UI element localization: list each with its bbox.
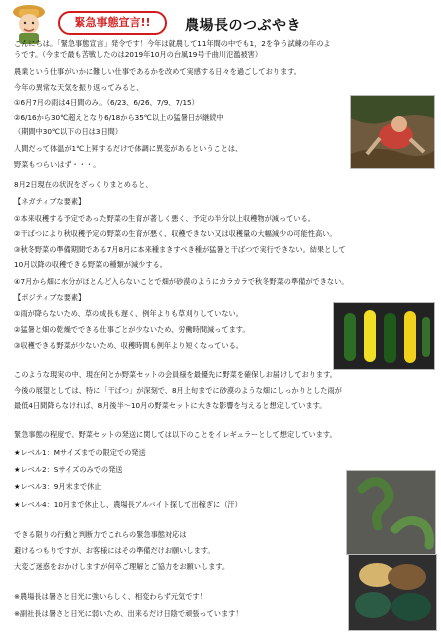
text-line: 避けるつもりですが、お客様にはその準備だけお願いします。 <box>14 546 215 555</box>
text-line: 8月2日現在の状況をざっくりまとめると、 <box>14 180 153 189</box>
section-heading-positive: 【ポジティブな要素】 <box>14 293 86 302</box>
text-line: 大変ご迷惑をおかけしますが何卒ご理解とご協力をお願いします。 <box>14 562 230 571</box>
text-line: （期間中30℃以下の日は3日間） <box>14 127 123 136</box>
zucchini-photo <box>333 302 435 370</box>
text-line: 緊急事態の程度で、野菜セットの発送に関しては以下のことをイレギュラーとして想定しています。 <box>14 430 337 439</box>
text-line: ①本来収穫する予定であった野菜の生育が著しく悪く、予定の半分以上収穫物が減っている。 <box>14 214 315 223</box>
text-line: 人間だって体温が1℃上昇するだけで体調に異変があるということは、 <box>14 144 243 153</box>
text-line: ④7月から畑に水分がほとんど入らないことで畑が砂漠のようにカラカラで秋冬野菜の準備ができない。 <box>14 277 349 286</box>
text-line: ②猛暑と畑の乾燥でできる仕事ごとが少ないため、労働時間減ってます。 <box>14 325 250 334</box>
level-item: ★レベル3：9月末まで休止 <box>14 482 102 491</box>
emergency-badge: 緊急事態宣言!! <box>58 11 167 35</box>
text-line: ①6月7月の雨は4日間のみ。（6/23、6/26、7/9、7/15） <box>14 98 199 107</box>
text-line: ②干ばつにより秋収穫予定の野菜の生育が悪く、収穫できない又は収穫量の大幅減少の可能性高い。 <box>14 229 337 238</box>
curved-cucumber-photo <box>346 470 436 555</box>
level-item: ★レベル2：Sサイズのみでの発送 <box>14 465 123 474</box>
text-line: 農業という仕事がいかに難しい仕事であるかを改めて実感する日々を過ごしております。 <box>14 67 301 76</box>
page-title: 農場長のつぶやき <box>185 18 301 34</box>
text-line: ①雨が降らないため、草の成長も遅く、例年よりも草刈りしていない。 <box>14 309 243 318</box>
text-line: ③収穫できる野菜が少ないため、収穫時間も例年より短くなっている。 <box>14 341 243 350</box>
text-line: こんにちは。「緊急事態宣言」発令です！今年は就農して11年間の中でも1，2を争う試練の年のよ <box>14 39 331 48</box>
text-line: ※農場長は暑さと日光に強いらしく、相変わらず元気です！ <box>14 592 207 601</box>
text-line: 今後の展望としては、特に「干ばつ」が深刻で、8月上旬までに砂漠のような畑にしっかりとした雨が <box>14 386 342 395</box>
text-line: 最低4日間降らなければ、8月後半～10月の野菜セットに大きな影響を与えると想定しています。 <box>14 401 327 410</box>
text-line: うです。（今まで最も苦戦したのは2019年10月の台風19号千曲川氾濫被害） <box>14 50 263 59</box>
section-heading-negative: 【ネガティブな要素】 <box>14 197 86 206</box>
text-line: このような現実の中、現在何とか野菜セットの会員様を最優先に野菜を確保しお届けしております。 <box>14 370 337 379</box>
text-line: 野菜もつらいはず・・・。 <box>14 160 101 169</box>
text-line: ③秋冬野菜の準備期間である7月8月に本来種まきすべき種が猛暑と干ばつで実行できない。結果として <box>14 245 346 254</box>
text-line: ②6/16から30℃超えとなり6/18から35℃以上の猛暑日が継続中 <box>14 113 224 122</box>
text-line: できる限りの行動と判断力でこれらの緊急事態対応は <box>14 530 187 539</box>
text-line: ※副社長は暑さと日光に弱いため、出来るだけ日陰で頑張っています！ <box>14 609 243 618</box>
level-item: ★レベル4：10月まで休止し、農場長アルバイト探して出稼ぎに（汗） <box>14 500 242 509</box>
pumpkin-photo <box>348 554 437 631</box>
level-item: ★レベル1：Mサイズまでの限定での発送 <box>14 448 146 457</box>
farm-worker-photo <box>350 95 435 169</box>
text-line: 10月以降の収穫できる野菜の種類が減少する。 <box>14 260 167 269</box>
text-line: 今年の異常な天気を振り返ってみると、 <box>14 83 144 92</box>
